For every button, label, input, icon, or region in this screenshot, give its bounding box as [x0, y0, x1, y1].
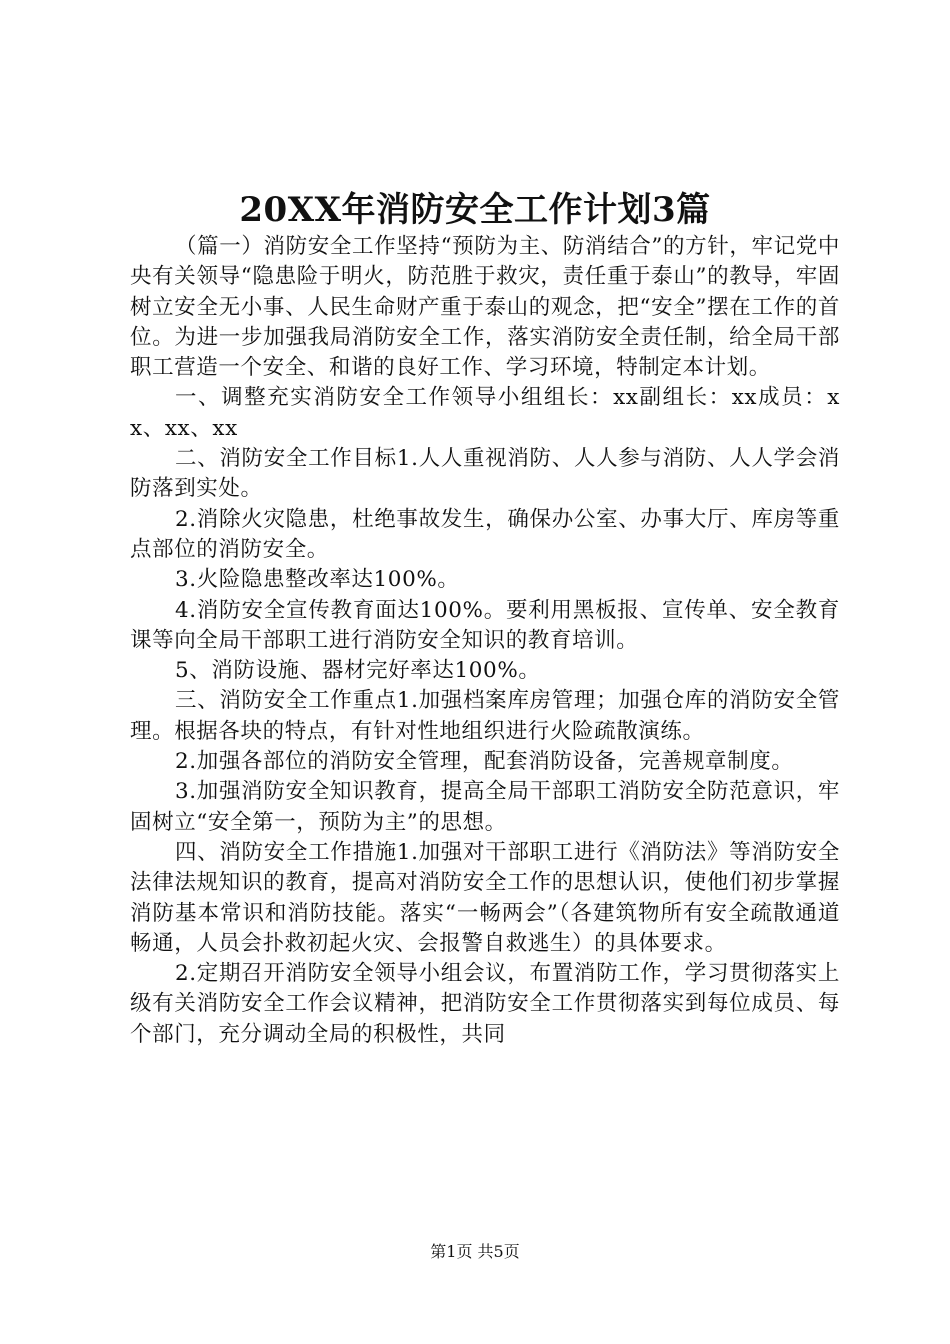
paragraph: 二、消防安全工作目标1.人人重视消防、人人参与消防、人人学会消防落到实处。 [130, 446, 840, 502]
paragraph: 2.加强各部位的消防安全管理，配套消防设备，完善规章制度。 [175, 749, 794, 775]
paragraph: 5、消防设施、器材完好率达100%。 [175, 658, 541, 684]
document-body [130, 232, 840, 1050]
paragraph: （篇一）消防安全工作坚持“预防为主、防消结合”的方针，牢记党中央有关领导“隐患险于明火，防范胜于救灾，责任重于泰山”的教导，牢固树立安全无小事、人民生命财产重于泰山的观念，把“安全”摆在工作的首位。为进一步加强我局消防安全工作，落实消防安全责任制，给全局干部职工营造一个安全、和谐的良好工作、学习环境，特制定本计划。 [130, 234, 840, 381]
paragraph: 3.火险隐患整改率达100%。 [175, 567, 460, 593]
paragraph: 2.消除火灾隐患，杜绝事故发生，确保办公室、办事大厅、库房等重点部位的消防安全。 [130, 506, 840, 562]
document-title: 20XX年消防安全工作计划3篇 [239, 190, 711, 230]
paragraph: 4.消防安全宣传教育面达100%。要利用黑板报、宣传单、安全教育课等向全局干部职工进行消防安全知识的教育培训。 [130, 597, 840, 653]
paragraph: 一、调整充实消防安全工作领导小组组长：xx副组长：xx成员：xx、xx、xx [130, 385, 840, 441]
paragraph: 3.加强消防安全知识教育，提高全局干部职工消防安全防范意识，牢固树立“安全第一，预防为主”的思想。 [130, 779, 840, 835]
page-number-footer: 第1页 共5页 [430, 1242, 520, 1261]
paragraph: 三、消防安全工作重点1.加强档案库房管理；加强仓库的消防安全管理。根据各块的特点，有针对性地组织进行火险疏散演练。 [130, 688, 840, 744]
paragraph: 2.定期召开消防安全领导小组会议，布置消防工作，学习贯彻落实上级有关消防安全工作会议精神，把消防安全工作贯彻落实到每位成员、每个部门，充分调动全局的积极性，共同 [130, 961, 840, 1047]
paragraph: 四、消防安全工作措施1.加强对干部职工进行《消防法》等消防安全法律法规知识的教育，提高对消防安全工作的思想认识，使他们初步掌握消防基本常识和消防技能。落实“一畅两会”（各建筑物所有安全疏散通道畅通，人员会扑救初起火灾、会报警自救逃生）的具体要求。 [130, 839, 840, 956]
